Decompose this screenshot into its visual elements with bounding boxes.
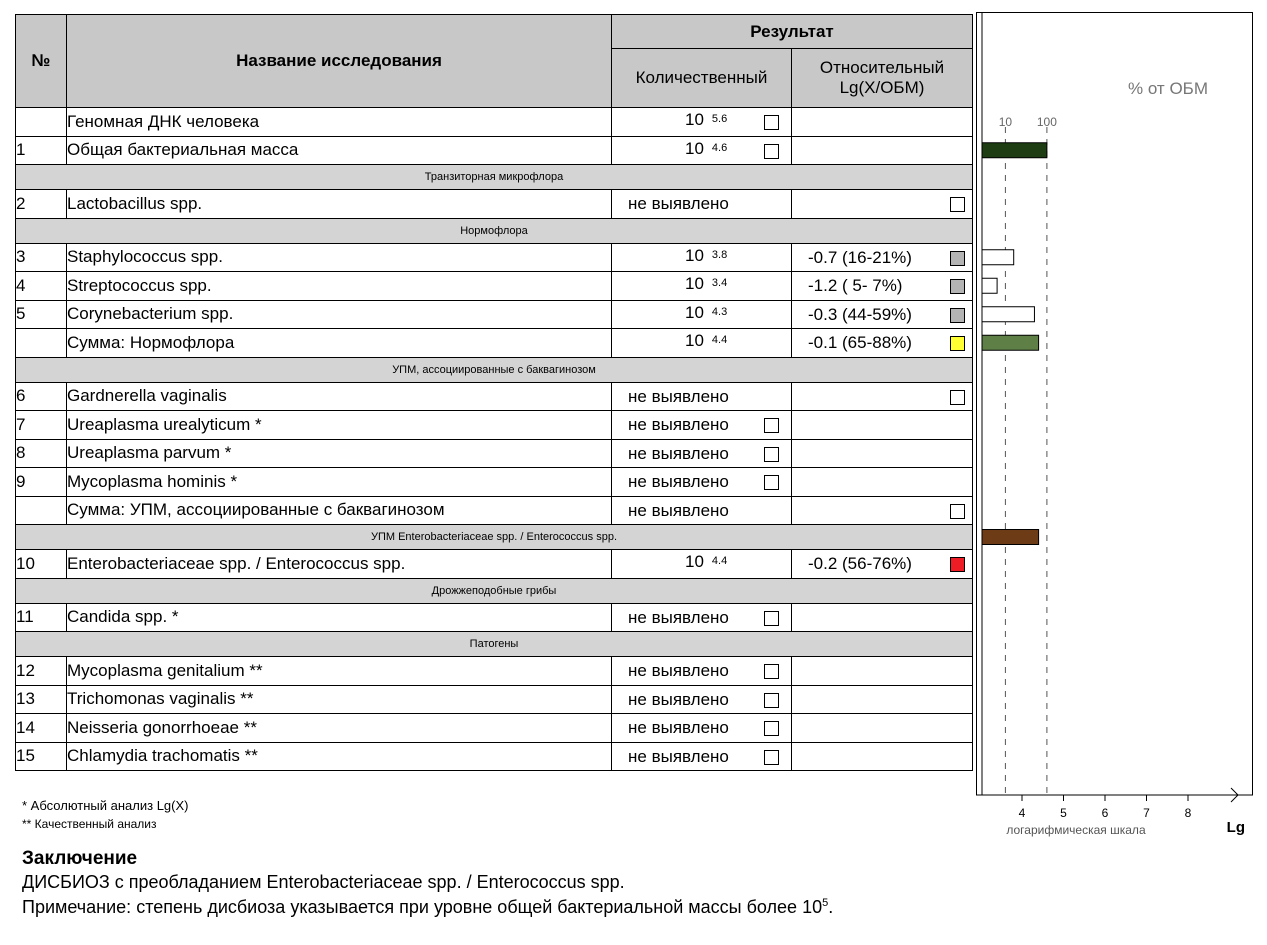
results-table: [15, 14, 973, 771]
x-axis-label: логарифмическая шкала: [1006, 823, 1146, 837]
header-rel-line2: Lg(X/ОБМ): [839, 78, 925, 97]
indicator-box: [950, 251, 965, 266]
row-number: [16, 329, 67, 358]
row-number: 12: [16, 657, 67, 686]
quantitative-text: не выявлено: [628, 661, 729, 680]
quantitative-text: не выявлено: [628, 443, 729, 463]
test-name: Candida spp. *: [67, 603, 612, 632]
quantitative-text: не выявлено: [628, 500, 729, 520]
indicator-box: [764, 115, 779, 130]
relative-cell: [792, 657, 973, 686]
bar: [982, 335, 1039, 350]
quantitative-cell: [612, 108, 792, 137]
bar: [982, 530, 1039, 545]
section-label: Транзиторная микрофлора: [16, 165, 973, 190]
chart-title: % от ОБМ: [1128, 79, 1208, 98]
indicator-box: [950, 336, 965, 351]
section-row: [16, 525, 973, 550]
quantitative-base: 10: [685, 331, 704, 350]
quantitative-text: не выявлено: [628, 718, 729, 737]
quantitative-text: не выявлено: [628, 415, 729, 434]
indicator-box: [764, 475, 779, 490]
section-label: Нормофлора: [16, 218, 973, 243]
quantitative-exponent: 3.8: [711, 248, 728, 261]
table-row: [16, 243, 973, 272]
conclusion-title: Заключение: [22, 848, 138, 869]
quantitative-cell: [612, 243, 792, 272]
quantitative-exponent: 4.6: [711, 141, 728, 154]
bar: [982, 250, 1014, 265]
table-row: [16, 136, 973, 165]
test-name: Neisseria gonorrhoeae **: [67, 714, 612, 743]
relative-cell: [792, 742, 973, 771]
test-name: Lactobacillus spp.: [67, 190, 612, 219]
relative-cell: [792, 329, 973, 358]
quantitative-text: не выявлено: [628, 607, 729, 627]
table-row: [16, 411, 973, 440]
bar: [982, 278, 997, 293]
test-name: Enterobacteriaceae spp. / Enterococcus spp.: [67, 550, 612, 579]
test-name: Сумма: УПМ, ассоциированные с баквагинозом: [67, 496, 612, 525]
table-row: [16, 550, 973, 579]
header-no: №: [16, 15, 67, 108]
relative-value: -0.2 (56-76%): [808, 554, 912, 573]
row-number: 11: [16, 603, 67, 632]
row-number: 2: [16, 190, 67, 219]
table-row: [16, 685, 973, 714]
relative-value: -0.1 (65-88%): [808, 333, 912, 352]
quantitative-text: не выявлено: [628, 194, 729, 213]
table-row: [16, 272, 973, 301]
indicator-box: [950, 308, 965, 323]
table-row: [16, 468, 973, 497]
header-rel-line1: Относительный: [819, 58, 945, 77]
quantitative-cell: [612, 190, 792, 219]
relative-cell: [792, 468, 973, 497]
relative-value: -1.2 ( 5- 7%): [808, 276, 903, 295]
bar: [982, 143, 1047, 158]
row-number: 5: [16, 300, 67, 329]
header-quant: Количественный: [612, 49, 792, 108]
quantitative-value: [685, 246, 727, 266]
axis-unit-label: Lg: [1226, 819, 1245, 836]
row-number: 8: [16, 439, 67, 468]
quantitative-exponent: 3.4: [711, 277, 728, 289]
quantitative-base: 10: [685, 274, 704, 293]
indicator-box: [950, 390, 965, 405]
quantitative-text: не выявлено: [628, 386, 729, 406]
relative-cell: [792, 550, 973, 579]
bar: [982, 307, 1034, 322]
header-name: Название исследования: [67, 15, 612, 108]
conclusion-note-sup: 5: [822, 897, 829, 909]
relative-cell: [792, 136, 973, 165]
section-label: УПМ, ассоциированные с баквагинозом: [16, 357, 973, 382]
test-name: Mycoplasma genitalium **: [67, 657, 612, 686]
footnote-abs: * Абсолютный анализ Lg(X): [22, 798, 189, 813]
quantitative-cell: [612, 550, 792, 579]
relative-cell: [792, 108, 973, 137]
quantitative-cell: [612, 468, 792, 497]
relative-cell: [792, 603, 973, 632]
header-rel: [792, 49, 973, 108]
indicator-box: [764, 664, 779, 679]
quantitative-base: 10: [685, 245, 704, 265]
relative-cell: [792, 714, 973, 743]
conclusion-note-end: .: [828, 897, 834, 917]
quantitative-value: [685, 552, 727, 572]
indicator-box: [950, 557, 965, 572]
test-name: Trichomonas vaginalis **: [67, 685, 612, 714]
quantitative-cell: [612, 329, 792, 358]
quantitative-text: не выявлено: [628, 689, 729, 709]
section-row: [16, 632, 973, 657]
header-result: Результат: [612, 15, 973, 49]
indicator-box: [764, 418, 779, 433]
table-row: [16, 657, 973, 686]
x-tick-label: 4: [1018, 806, 1026, 820]
indicator-box: [950, 197, 965, 212]
quantitative-exponent: 4.4: [711, 334, 728, 346]
test-name: Gardnerella vaginalis: [67, 382, 612, 411]
row-number: 7: [16, 411, 67, 440]
section-label: Патогены: [16, 632, 973, 657]
quantitative-cell: [612, 411, 792, 440]
quantitative-cell: [612, 439, 792, 468]
relative-cell: [792, 411, 973, 440]
section-row: [16, 165, 973, 190]
test-name: Chlamydia trachomatis **: [67, 742, 612, 771]
quantitative-value: [685, 331, 727, 351]
row-number: [16, 496, 67, 525]
quantitative-cell: [612, 272, 792, 301]
conclusion-text: ДИСБИОЗ с преобладанием Enterobacteriaceae spp. / Enterococcus spp.: [22, 872, 625, 892]
footnote-qual: ** Качественный анализ: [22, 817, 157, 831]
quantitative-cell: [612, 603, 792, 632]
indicator-box: [764, 447, 779, 462]
section-label: УПМ Enterobacteriaceae spp. / Enterococcus spp.: [16, 525, 973, 550]
table-row: [16, 439, 973, 468]
quantitative-cell: [612, 742, 792, 771]
test-name: Corynebacterium spp.: [67, 300, 612, 329]
table-row: [16, 603, 973, 632]
indicator-box: [764, 721, 779, 736]
chart-frame: [977, 13, 1253, 796]
quantitative-exponent: 4.4: [711, 555, 728, 567]
table-row: [16, 496, 973, 525]
row-number: [16, 108, 67, 137]
relative-cell: [792, 300, 973, 329]
quantitative-value: [685, 274, 727, 294]
conclusion-note: [22, 897, 833, 918]
section-row: [16, 357, 973, 382]
quantitative-base: 10: [685, 138, 704, 158]
relative-cell: [792, 382, 973, 411]
relative-cell: [792, 272, 973, 301]
indicator-box: [764, 750, 779, 765]
relative-cell: [792, 496, 973, 525]
quantitative-text: не выявлено: [628, 472, 729, 491]
relative-value: -0.3 (44-59%): [808, 304, 912, 324]
row-number: 3: [16, 243, 67, 272]
quantitative-value: [685, 110, 727, 130]
quantitative-text: не выявлено: [628, 746, 729, 766]
row-number: 6: [16, 382, 67, 411]
x-tick-label: 5: [1060, 806, 1067, 820]
quantitative-cell: [612, 685, 792, 714]
table-row: [16, 329, 973, 358]
section-row: [16, 218, 973, 243]
indicator-box: [764, 144, 779, 159]
table-row: [16, 108, 973, 137]
row-number: 4: [16, 272, 67, 301]
test-name: Ureaplasma parvum *: [67, 439, 612, 468]
x-tick-label: 7: [1143, 806, 1150, 820]
test-name: Ureaplasma urealyticum *: [67, 411, 612, 440]
section-label: Дрожжеподобные грибы: [16, 578, 973, 603]
quantitative-value: [685, 303, 727, 323]
table-row: [16, 714, 973, 743]
test-name: Streptococcus spp.: [67, 272, 612, 301]
quantitative-cell: [612, 382, 792, 411]
indicator-box: [950, 279, 965, 294]
row-number: 1: [16, 136, 67, 165]
log-scale-chart: [976, 12, 1261, 842]
test-name: Сумма: Нормофлора: [67, 329, 612, 358]
indicator-box: [950, 504, 965, 519]
reference-label: 100: [1036, 115, 1057, 129]
indicator-box: [764, 611, 779, 626]
relative-cell: [792, 685, 973, 714]
relative-cell: [792, 190, 973, 219]
conclusion-note-text: Примечание: степень дисбиоза указывается при уровне общей бактериальной массы более 10: [22, 897, 823, 917]
relative-value: -0.7 (16-21%): [808, 247, 912, 267]
row-number: 9: [16, 468, 67, 497]
table-row: [16, 382, 973, 411]
quantitative-value: [685, 139, 727, 159]
test-name: Геномная ДНК человека: [67, 108, 612, 137]
x-tick-label: 6: [1101, 806, 1109, 820]
test-name: Общая бактериальная масса: [67, 136, 612, 165]
quantitative-cell: [612, 714, 792, 743]
row-number: 15: [16, 742, 67, 771]
table-row: [16, 190, 973, 219]
quantitative-cell: [612, 657, 792, 686]
x-tick-label: 8: [1184, 806, 1192, 820]
quantitative-cell: [612, 496, 792, 525]
relative-cell: [792, 439, 973, 468]
reference-label: 10: [998, 115, 1013, 129]
row-number: 10: [16, 550, 67, 579]
relative-cell: [792, 243, 973, 272]
quantitative-cell: [612, 136, 792, 165]
test-name: Mycoplasma hominis *: [67, 468, 612, 497]
quantitative-base: 10: [685, 110, 704, 129]
quantitative-exponent: 5.6: [711, 113, 728, 125]
quantitative-exponent: 4.3: [711, 305, 728, 318]
table-row: [16, 300, 973, 329]
quantitative-base: 10: [685, 552, 704, 571]
table-row: [16, 742, 973, 771]
indicator-box: [764, 693, 779, 708]
row-number: 13: [16, 685, 67, 714]
section-row: [16, 578, 973, 603]
row-number: 14: [16, 714, 67, 743]
test-name: Staphylococcus spp.: [67, 243, 612, 272]
quantitative-cell: [612, 300, 792, 329]
results-body: [16, 108, 973, 771]
quantitative-base: 10: [685, 302, 704, 322]
